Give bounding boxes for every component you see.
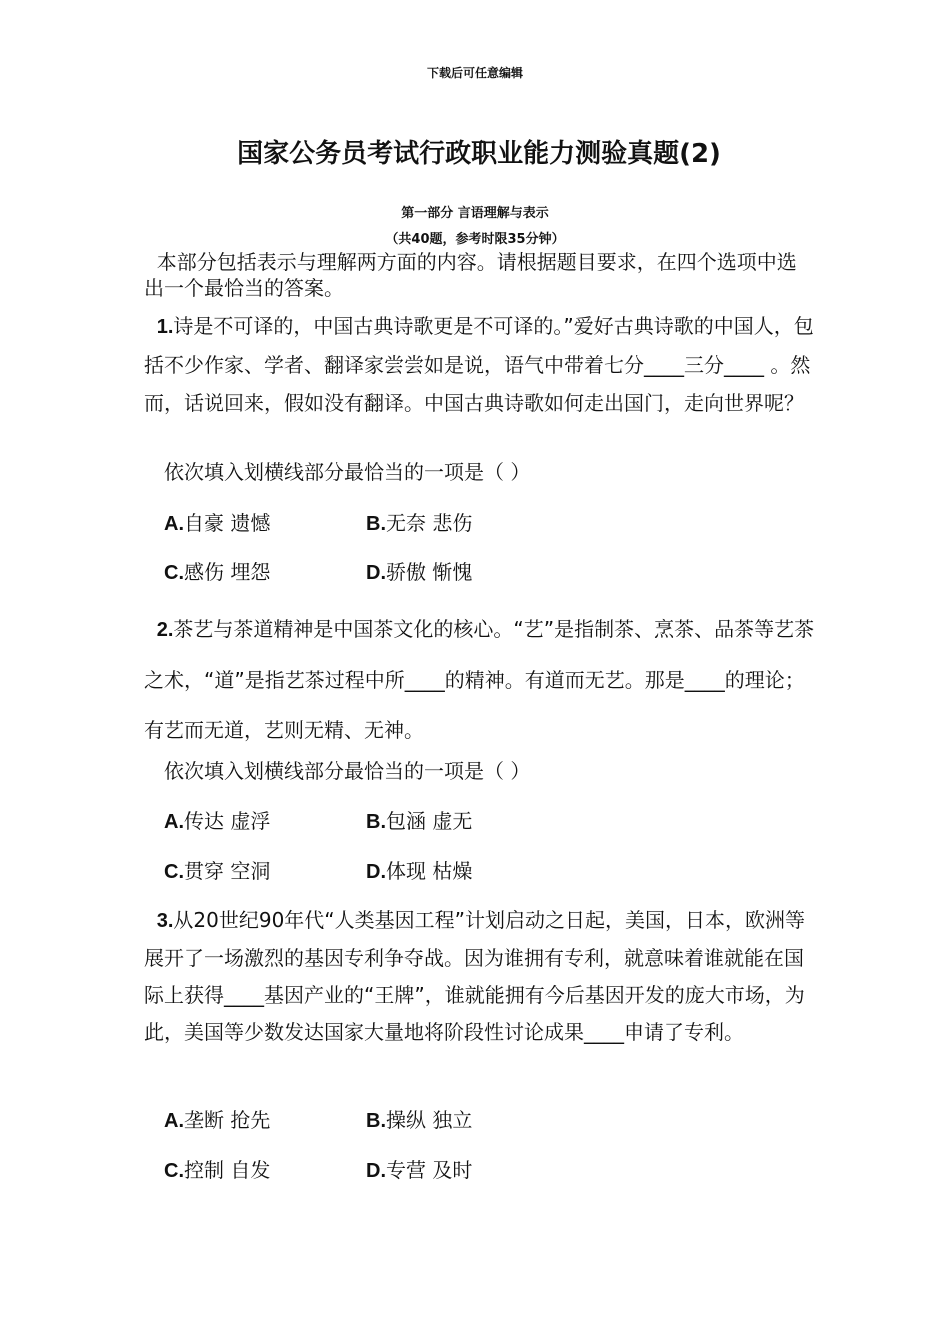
question-1-text xyxy=(144,307,816,422)
question-3-option-a xyxy=(164,1105,270,1136)
question-1-prompt: 依次填入划横线部分最恰当的一项是（ ） xyxy=(164,460,531,484)
question-body: 从20世纪90年代“人类基因工程”计划启动之日起，美国，日本，欧洲等展开了一场激烈的基因专利争夺战。因为谁拥有专利，就意味着谁就能在国际上获得____基因产业的“王牌”，谁就能拥有今后基因开发的庞大市场，为此，美国等少数发达国家大量地将阶段性讨论成果____申请了专利。 xyxy=(144,908,806,1044)
option-text: 传达 虚浮 xyxy=(184,809,271,833)
question-1-option-d xyxy=(366,557,472,588)
question-2-prompt: 依次填入划横线部分最恰当的一项是（ ） xyxy=(164,759,531,783)
option-text: 骄傲 惭愧 xyxy=(386,560,473,584)
option-letter: B. xyxy=(366,513,386,535)
question-2-text xyxy=(144,604,816,755)
option-letter: B. xyxy=(366,811,386,833)
question-number: 1. xyxy=(156,316,174,338)
question-body: 诗是不可译的，中国古典诗歌更是不可译的。”爱好古典诗歌的中国人，包括不少作家、学者、翻译家尝尝如是说，语气中带着七分____三分____ 。然而，话说回来，假如没有翻译。中国古典诗歌如何走出国门，走向世界呢？ xyxy=(144,314,814,415)
option-letter: B. xyxy=(366,1110,386,1132)
option-letter: A. xyxy=(164,811,184,833)
question-3-option-d xyxy=(366,1155,472,1186)
option-text: 包涵 虚无 xyxy=(386,809,473,833)
question-3-text xyxy=(144,902,816,1051)
option-text: 操纵 独立 xyxy=(386,1108,473,1132)
option-letter: D. xyxy=(366,861,386,883)
option-letter: C. xyxy=(164,861,184,883)
option-text: 体现 枯燥 xyxy=(386,859,473,883)
question-2-option-b xyxy=(366,806,472,837)
question-number: 2. xyxy=(156,619,174,641)
option-text: 自豪 遗憾 xyxy=(184,511,271,535)
option-text: 垄断 抢先 xyxy=(184,1108,271,1132)
option-letter: A. xyxy=(164,1110,184,1132)
section-intro xyxy=(144,249,816,301)
option-text: 控制 自发 xyxy=(184,1158,271,1182)
question-3-option-b xyxy=(366,1105,472,1136)
option-text: 感伤 埋怨 xyxy=(184,560,271,584)
option-text: 贯穿 空洞 xyxy=(184,859,271,883)
question-number: 3. xyxy=(156,910,174,932)
intro-text: 本部分包括表示与理解两方面的内容。请根据题目要求，在四个选项中选出一个最恰当的答案。 xyxy=(144,250,797,300)
option-text: 专营 及时 xyxy=(386,1158,473,1182)
question-2-option-a xyxy=(164,806,270,837)
option-letter: D. xyxy=(366,562,386,584)
option-text: 无奈 悲伤 xyxy=(386,511,473,535)
section-subtitle: （共40题，参考时限35分钟） xyxy=(385,232,565,247)
option-letter: D. xyxy=(366,1160,386,1182)
option-letter: C. xyxy=(164,1160,184,1182)
option-letter: A. xyxy=(164,513,184,535)
question-1-option-a xyxy=(164,508,270,539)
question-2-option-c xyxy=(164,856,270,887)
question-body: 茶艺与茶道精神是中国茶文化的核心。“艺”是指制茶、烹茶、品茶等艺茶之术，“道”是指艺茶过程中所____的精神。有道而无艺。那是____的理论；有艺而无道，艺则无精、无神。 xyxy=(144,617,815,742)
question-2-option-d xyxy=(366,856,472,887)
question-1-option-b xyxy=(366,508,472,539)
option-letter: C. xyxy=(164,562,184,584)
document-title: 国家公务员考试行政职业能力测验真题(2) xyxy=(237,139,721,169)
question-1-option-c xyxy=(164,557,270,588)
header-note: 下载后可任意编辑 xyxy=(426,66,523,80)
question-3-option-c xyxy=(164,1155,270,1186)
section-title: 第一部分 言语理解与表示 xyxy=(401,206,549,221)
